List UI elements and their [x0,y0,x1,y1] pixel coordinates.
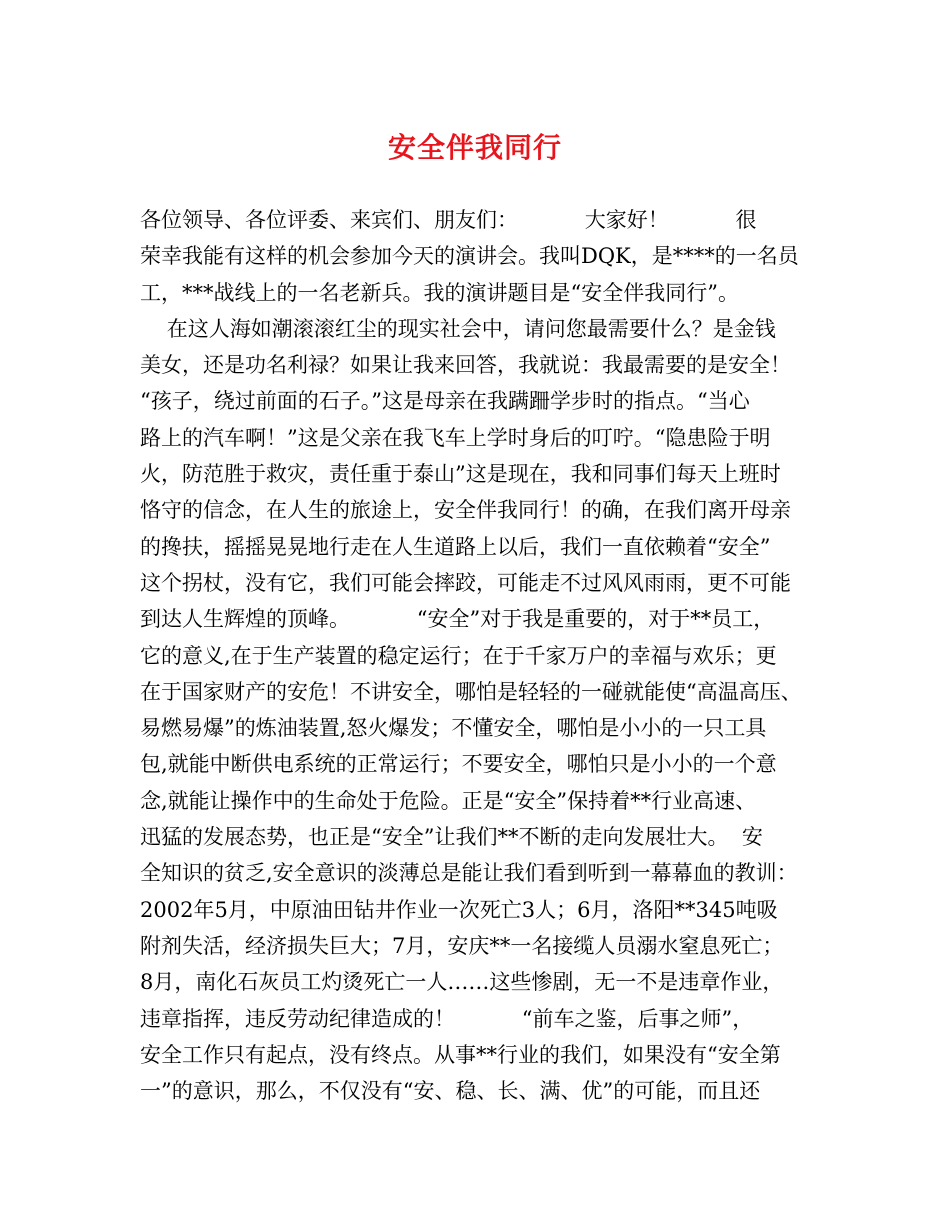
body-line: 念,就能让操作中的生命处于危险。正是“安全”保持着**行业高速、 [140,788,757,813]
body-line: 火，防范胜于救灾，责任重于泰山”这是现在，我和同事们每天上班时 [140,462,781,487]
body-line: 违章指挥，违反劳动纪律造成的！ “前车之鉴，后事之师”， [140,1006,754,1031]
body-line: 一”的意识，那么，不仅没有“安、稳、长、满、优”的可能，而且还 [140,1079,761,1104]
document-title: 安全伴我同行 [387,131,562,164]
body-line: 附剂失活，经济损失巨大；7月，安庆**一名接缆人员溺水窒息死亡； [140,933,784,958]
document-body [140,202,830,1109]
body-line: 2002年5月，中原油田钻井作业一次死亡3人；6月，洛阳**345吨吸 [140,897,778,922]
body-line: 恪守的信念，在人生的旅途上，安全伴我同行！的确，在我们离开母亲 [140,498,791,523]
body-line: 这个拐杖，没有它，我们可能会摔跤，可能走不过风风雨雨，更不可能 [140,570,791,595]
body-line: 全知识的贫乏,安全意识的淡薄总是能让我们看到听到一幕幕血的教训： [140,861,798,886]
body-line: 迅猛的发展态势，也正是“安全”让我们**不断的走向发展壮大。 安 [140,825,763,850]
body-line: 美女，还是功名利禄？如果让我来回答，我就说：我最需要的是安全！ [140,353,791,378]
body-line: 各位领导、各位评委、来宾们、朋友们： 大家好！ 很 [140,208,757,232]
body-line: 包,就能中断供电系统的正常运行；不要安全，哪怕只是小小的一个意 [140,752,777,777]
body-line: 路上的汽车啊！”这是父亲在我飞车上学时身后的叮咛。“隐患险于明 [140,425,771,450]
body-line: 在于国家财产的安危！不讲安全，哪怕是轻轻的一碰就能使“高温高压、 [140,679,802,704]
body-line: 在这人海如潮滚滚红尘的现实社会中，请问您最需要什么？是金钱 [140,316,776,341]
body-line: 安全工作只有起点，没有终点。从事**行业的我们，如果没有“安全第 [140,1042,781,1067]
body-line: 到达人生辉煌的顶峰。 “安全”对于我是重要的，对于**员工， [140,607,775,632]
body-line: 易燃易爆”的炼油装置,怒火爆发；不懂安全，哪怕是小小的一只工具 [140,716,767,741]
body-line: “孩子，绕过前面的石子。”这是母亲在我蹒跚学步时的指点。“当心 [140,389,750,414]
body-line: 荣幸我能有这样的机会参加今天的演讲会。我叫DQK，是****的一名员 [140,244,799,269]
body-line: 8月，南化石灰员工灼烫死亡一人……这些惨剧，无一不是违章作业， [140,970,784,995]
body-line: 的搀扶，摇摇晃晃地行走在人生道路上以后，我们一直依赖着“安全” [140,534,771,559]
body-line: 工，***战线上的一名老新兵。我的演讲题目是“安全伴我同行”。 [140,280,739,305]
body-line: 它的意义,在于生产装置的稳定运行；在于千家万户的幸福与欢乐；更 [140,643,777,668]
